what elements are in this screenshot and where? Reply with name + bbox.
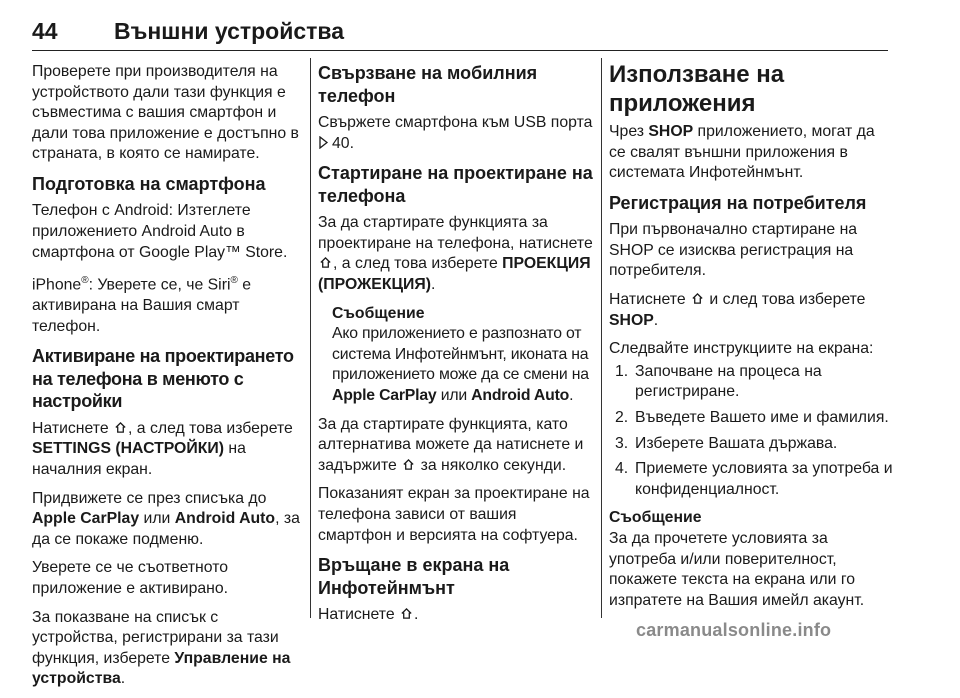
step-text: Започване на процеса на регистриране.: [635, 362, 822, 401]
step-text: Изберете Вашата държава.: [635, 434, 838, 452]
screen-paragraph: Показаният екран за проектиране на телефона зависи от вашия смартфон и версията на софтуера.: [318, 485, 590, 544]
text: За да стартирате функцията, като алтернатива можете да натиснете и задържите: [318, 415, 584, 474]
text: При първоначално стартиране на: [609, 221, 858, 239]
shop-label: SHOP: [648, 123, 694, 140]
step-number: 1.: [615, 362, 629, 380]
note-box: [609, 508, 893, 611]
iphone-text: : Уверете се, че Siri: [88, 276, 231, 294]
step-text: Въведете Вашето име и фамилия.: [635, 409, 889, 427]
text: Придвижете се през списъка до: [32, 489, 267, 507]
note-title: Съобщение: [332, 304, 425, 322]
registered-mark: ®: [230, 275, 238, 287]
column-3: [609, 62, 893, 611]
text: или: [139, 510, 175, 528]
page-ref-arrow-icon: [318, 136, 329, 149]
text: приложението, могат да се свалят външни приложения в системата Инфотейнмънт.: [609, 123, 875, 182]
list-item: [609, 434, 893, 455]
settings-label: SETTINGS (НАСТРОЙКИ): [32, 440, 224, 458]
text: .: [653, 311, 659, 329]
text: или: [436, 386, 472, 404]
note-text: [332, 324, 594, 406]
shop-label: SHOP: [609, 311, 654, 329]
text: Натиснете: [32, 419, 114, 437]
android-auto-label: Android Auto: [174, 510, 276, 528]
apple-carplay-label: Apple CarPlay: [332, 386, 437, 404]
step-number: 3.: [615, 434, 629, 452]
iphone-text: е активирана на Вашия смарт телефон.: [32, 276, 252, 335]
text: , а след това изберете: [333, 255, 503, 273]
first-start-paragraph: [609, 220, 893, 282]
heading-start-projection: Стартиране на проектиране на телефона: [318, 163, 593, 206]
text: за няколко секунди.: [416, 456, 567, 474]
apple-carplay-label: Apple CarPlay: [32, 510, 140, 528]
page-header: [32, 18, 888, 50]
heading-return-infotainment: Връщане в екрана на Инфотейнмънт: [318, 555, 510, 598]
steps-list: [609, 362, 893, 501]
device-list-paragraph: [32, 608, 302, 690]
step-text: Приемете условията за употреба и конфиденциалност.: [635, 460, 893, 498]
text: .: [431, 275, 436, 293]
verify-paragraph: Уверете се че съответното приложение е активирано.: [32, 559, 229, 597]
iphone-text: iPhone: [32, 276, 82, 294]
press-shop-paragraph: [609, 290, 893, 331]
text: .: [414, 606, 419, 624]
column-2: [318, 62, 594, 634]
column-1: [32, 62, 302, 698]
text: Ако приложението е разпознато от система Инфотейнмънт, иконата на приложението може да се смени на: [332, 325, 589, 384]
return-paragraph: [318, 605, 594, 626]
home-icon: [319, 256, 332, 269]
home-icon: [691, 292, 704, 305]
note-title: Съобщение: [609, 509, 702, 527]
column-divider: [310, 58, 311, 618]
heading-using-apps: Използване на приложения: [609, 61, 785, 117]
text: се изисква регистрация на потребителя.: [609, 241, 854, 280]
column-divider: [601, 58, 602, 618]
heading-user-registration: Регистрация на потребителя: [609, 192, 867, 213]
text: Натиснете: [609, 291, 691, 309]
step-number: 4.: [615, 460, 629, 478]
press-home-paragraph: [32, 419, 302, 481]
projection-label: ПРОЕКЦИЯ (ПРОЖЕКЦИЯ): [318, 255, 591, 293]
step-number: 2.: [615, 409, 629, 427]
heading-connect-phone: Свързване на мобилния телефон: [318, 63, 538, 106]
heading-activate-projection: Активиране на проектирането на телефона в менюто с настройки: [32, 346, 294, 412]
scroll-paragraph: [32, 489, 302, 551]
watermark: carmanualsonline.info: [636, 620, 832, 640]
follow-paragraph: Следвайте инструкциите на екрана:: [609, 340, 874, 358]
android-auto-label: Android Auto: [471, 386, 570, 404]
page-reference: 40.: [332, 134, 354, 152]
home-icon: [402, 458, 415, 471]
registered-mark: ®: [81, 275, 89, 287]
page-number: 44: [32, 18, 58, 44]
android-paragraph: Телефон с Android: Изтеглете приложението Android Auto в смартфона от Google Play™ Store.: [32, 202, 288, 261]
iphone-paragraph: [32, 271, 302, 337]
list-item: [609, 362, 893, 403]
text: За показване на списък с устройства, регистрирани за тази функция, изберете: [32, 608, 279, 667]
heading-prepare-smartphone: Подготовка на смартфона: [32, 173, 266, 194]
chapter-title: Външни устройства: [114, 18, 345, 44]
intro-paragraph: Проверете при производителя на устройството дали тази функция е съвместима с вашия смартфон и дали това приложение е достъпно в страната, в която се намирате.: [32, 63, 299, 163]
text: и след това изберете: [705, 291, 866, 309]
text: , а след това изберете: [128, 419, 293, 437]
note-box: [332, 304, 594, 407]
text: на началния екран.: [32, 440, 246, 478]
shop-label: SHOP: [609, 241, 654, 259]
text: Натиснете: [318, 606, 400, 624]
start-paragraph: [318, 213, 594, 295]
alt-start-paragraph: [318, 415, 594, 477]
note-text: За да прочетете условията за употреба и/или поверителност, покажете текста на екрана или го изпратете на Вашия имейл акаунт.: [609, 530, 865, 609]
text: За да стартирате функцията за проектиране на телефона, натиснете: [318, 214, 593, 252]
connect-paragraph: [318, 113, 594, 154]
text: .: [569, 386, 574, 404]
home-icon: [114, 421, 127, 434]
text: Свържете смартфона към USB порта: [318, 114, 593, 131]
manage-devices-label: Управление на устройства: [32, 649, 291, 688]
text: Чрез: [609, 123, 649, 140]
home-icon: [400, 607, 413, 620]
list-item: [609, 459, 893, 500]
list-item: [609, 408, 893, 429]
text: , за да се покаже подменю.: [32, 510, 300, 548]
shop-paragraph: [609, 122, 893, 184]
header-rule: [32, 50, 888, 51]
text: .: [120, 670, 126, 688]
